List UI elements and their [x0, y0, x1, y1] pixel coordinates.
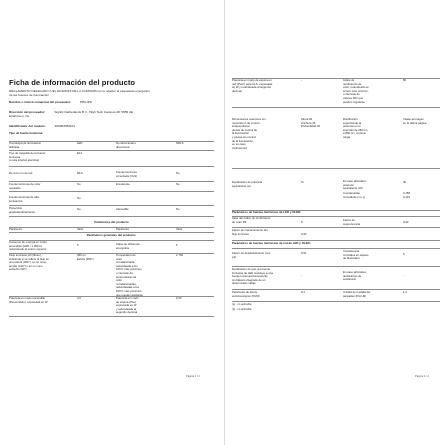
row-divider	[9, 150, 214, 151]
row-divider	[232, 248, 440, 249]
spec-row-spectral-value: Véase la imagen en la última página	[403, 118, 427, 125]
trademark-label: Nombre o marca comercial del proveedor:	[9, 100, 72, 104]
row-divider	[9, 205, 214, 206]
spec-row-dimmable-value: No	[176, 208, 180, 211]
row-divider	[232, 289, 440, 290]
spec-row-survival-param: Factor de supervivencia	[343, 219, 361, 226]
header-parameter: Parámetro	[9, 228, 23, 231]
spec-row-dimmable-param: Atenuable	[116, 208, 129, 211]
document-page-1	[0, 0, 221, 445]
spec-row-directional-param: No direccional o direccional	[116, 142, 137, 149]
spec-row-colour-tuneable-param: Fuente luminosa de color regulable	[9, 183, 41, 190]
row-divider	[9, 216, 214, 217]
regulation-line-2: de las fuentes de iluminación	[9, 93, 49, 97]
section-light-source-type: Tipo de fuente luminosa:	[9, 131, 44, 135]
spec-row-cri-value: 80	[403, 79, 407, 82]
spec-row-cls-param: Fuente luminosa conectada (CLS)	[116, 171, 137, 178]
spec-row-standby-param: Potencia en modo de espera (Pse) expresada en W y redondeada al segundo decimal	[116, 297, 139, 315]
spec-row-macadam-value: 6	[403, 253, 405, 256]
trademark-value: PHILIPS	[79, 100, 92, 104]
spec-row-cls-value: No	[176, 172, 180, 175]
section-product-parameters: Parámetros del producto	[94, 220, 129, 224]
footnote-b: (b) - no aplicable;	[232, 308, 253, 311]
spec-row-spectral-param: Distribución espectral de la potencia en el intervalo de 250 nm a 800 nm, a plena carga	[343, 118, 368, 139]
model-row	[9, 124, 75, 128]
spec-row-mains-param: De red o no de red	[9, 172, 33, 175]
supplier-value-line-2: Eindhoven, NL	[9, 114, 30, 118]
row-divider	[9, 181, 214, 182]
spec-row-technology-param: Tecnología de iluminación utilizada	[9, 142, 42, 149]
row-divider	[232, 301, 440, 302]
header-parameter-2: Parámetro	[116, 228, 130, 231]
spec-row-chromaticity-value: 0,458 0,410	[403, 192, 410, 199]
row-divider	[9, 316, 214, 317]
spec-row-networked-standby-param: Potencia en modo de espera en red (Psen) para CLS, expresada en W y redondeada al segundo decimal	[232, 79, 273, 93]
spec-row-envelope-value: No	[176, 183, 180, 186]
row-divider	[232, 227, 440, 228]
spec-row-standby-value: 0,00	[176, 297, 182, 300]
spec-row-macadam-param: Consistencia cromática en elipses de MacAdam	[343, 250, 369, 261]
spec-row-r9-value: 8	[301, 221, 303, 224]
spec-row-on-power-param: Potencia en modo encendido (Pencendido), expresada en W	[9, 297, 48, 304]
spec-row-lumen-maintenance-param: Factor de mantenimiento del flujo luminoso	[232, 229, 268, 236]
spec-row-flicker-value: 1,0	[403, 291, 407, 294]
spec-row-energy-class-value: F	[176, 244, 178, 247]
spec-row-replacement-claim-value: -	[301, 274, 302, 277]
spec-row-on-power-value: 4,0	[77, 297, 81, 300]
footnote-a: (a) - no aplicable;	[232, 303, 253, 306]
spec-row-survival-value: 0,90	[403, 221, 409, 224]
spec-row-flicker-param: Unidad de medida del parpadeo (Pst LM)	[343, 291, 371, 298]
spec-row-networked-standby-value: -	[301, 79, 302, 82]
spec-row-dimensions-param: Dimensiones exteriores sin mecanismo de control independiente, piezas de control de la iluminación y piezas sin control de la iluminación, en su caso (milímetros)	[232, 118, 266, 150]
spec-row-r9-param: Valor del índice de rendimiento de color R9	[232, 217, 271, 224]
page-number: Página 2 / 2	[415, 375, 429, 378]
supplier-value-line-1: Signify Netherlands B.V., High Tech Campus 48, 5656 AE	[54, 110, 134, 114]
section-mains-led-parameters: Parámetros de fuentes luminosas de red de LED y OLED:	[232, 241, 311, 245]
regulation-line-1: REGLAMENTO DELEGADO (UE) 2019/2015 DE LA COMISIÓN en lo relativo al etiquetado energético	[9, 89, 150, 93]
row-divider	[9, 166, 214, 167]
trademark-row	[9, 100, 92, 104]
spec-row-chromaticity-param: Coordenadas cromáticas (x e y)	[343, 192, 366, 199]
spec-row-high-luminance-param: Fuente luminosa de alta luminancia	[9, 196, 39, 203]
spec-row-svm-value: 0,4	[301, 291, 305, 294]
spec-row-dimensions-value: Altura 82 Anchura 45 Profundidad 45	[301, 118, 320, 129]
spec-row-cri-param: Índice de rendimiento de color, redondeado al entero más próximo, o intervalo de valores IRC que pueden regularse	[343, 79, 369, 104]
spec-row-energy-param: Consumo de energía en modo encendido (kWh / 1 000 h), redondeado al entero superior	[9, 241, 47, 252]
spec-row-energy-value: 5	[77, 244, 79, 247]
header-value-2: Valor	[176, 228, 183, 231]
spec-row-replacement-value: -	[403, 274, 404, 277]
header-value: Valor	[77, 228, 84, 231]
section-led-parameters: Parámetros de fuentes luminosas de LED y OLED:	[232, 210, 302, 214]
spec-row-displacement-param: Factor de desplazamiento (cos φ1)	[232, 252, 271, 259]
spec-row-svm-param: Parámetro de efecto estroboscópico (SVM)	[232, 291, 260, 298]
spec-row-envelope-param: Envolvente	[116, 183, 130, 186]
spec-row-cct-param: Temperatura de color correlacionada, redondeada a los 100 K más próximos, o intervalo de temperaturas de color correlacionadas, redondeadas a los 100 K más próximos, que pueden ajustarse	[116, 254, 143, 297]
row-divider	[232, 107, 440, 108]
model-label: Identificador del modelo:	[9, 124, 46, 128]
spec-row-cap-value: E14	[77, 152, 82, 155]
row-divider	[232, 266, 440, 267]
section-general-parameters: Parámetros generales del producto:	[86, 233, 137, 237]
spec-row-flux-param: Flujo luminoso útil (Φuse), indicando si se refiere al flujo en una esfera (360°), en un cono amplio (120°) o en un cono estrecho (90°)	[9, 254, 49, 272]
spec-row-energy-class-param: Clase de eficiencia energética	[116, 243, 140, 250]
spec-row-displacement-value: 0,51	[301, 252, 307, 255]
spec-row-cap-param: Tipo de casquillo de la fuente luminosa (u otra interfaz eléctrica)	[9, 152, 46, 163]
spec-row-equivalent-claim-value: Sí	[301, 181, 304, 184]
model-value: 929003051101	[54, 124, 76, 128]
page-number: Página 1 / 2	[186, 375, 200, 378]
row-divider	[232, 168, 440, 169]
document-title: Ficha de información del producto	[9, 78, 136, 87]
spec-row-high-luminance-value: No	[77, 197, 81, 200]
supplier-label: Dirección del proveedor:	[9, 110, 46, 114]
spec-row-directional-value: NDLS	[176, 142, 184, 145]
spec-row-equivalent-power-value: 40	[403, 181, 407, 184]
row-divider	[9, 191, 214, 192]
spec-row-mains-value: MLS	[77, 172, 83, 175]
spec-row-equivalent-power-param: En caso afirmativo, potencia equivalente (W)	[343, 180, 367, 191]
spec-row-replacement-claim-param: Declaración de que una fuente luminosa de LED sustituye a una fuente luminosa fluorescente sin balasto integrado de un determinado vataje	[232, 268, 273, 286]
document-page-2	[224, 0, 445, 445]
spec-row-replacement-param: En caso afirmativo, declaración de sustitución	[343, 271, 367, 282]
spec-row-equivalent-claim-param: Declaración de potencia equivalente (a)	[232, 181, 263, 188]
spec-row-anti-glare-param: Protección antideslumbramiento	[9, 207, 35, 214]
spec-row-anti-glare-value: No	[77, 208, 81, 211]
spec-row-technology-value: LED	[77, 142, 83, 145]
spec-row-cct-value: 2 700	[176, 254, 183, 257]
spec-row-flux-value: 390 en Esfera (360°)	[77, 254, 94, 261]
spec-row-colour-tuneable-value: No	[77, 183, 81, 186]
spec-row-lumen-maintenance-value: 0,93	[301, 233, 307, 236]
